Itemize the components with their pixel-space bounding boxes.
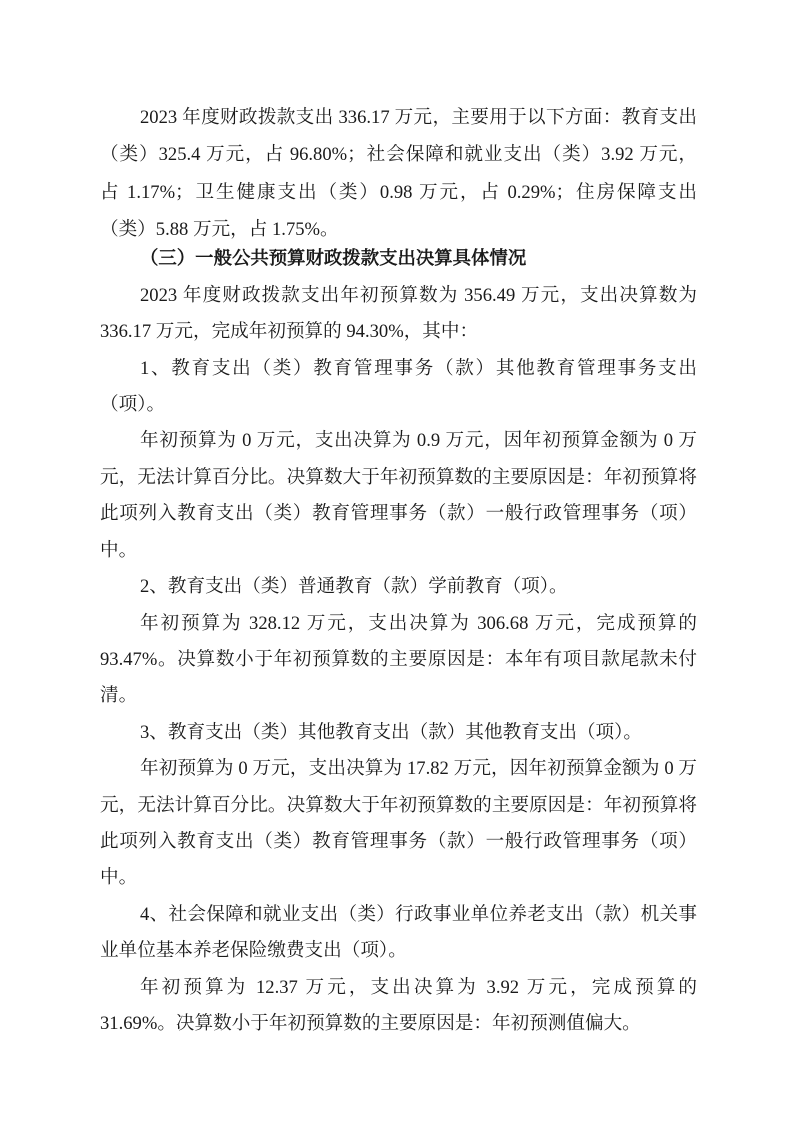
paragraph-line: 元，无法计算百分比。决算数大于年初预算数的主要原因是：年初预算将 — [100, 794, 697, 816]
paragraph-line: 1、教育支出（类）教育管理事务（款）其他教育管理事务支出 — [140, 357, 697, 379]
paragraph-line: 元，无法计算百分比。决算数大于年初预算数的主要原因是：年初预算将 — [100, 466, 697, 488]
paragraph-line: 此项列入教育支出（类）教育管理事务（款）一般行政管理事务（项） — [100, 503, 697, 525]
paragraph-line: （类）5.88 万元，占 1.75%。 — [100, 218, 339, 240]
paragraph-item-1-detail — [100, 423, 697, 569]
paragraph-item-1-title — [100, 351, 697, 424]
paragraph-item-3-title — [100, 715, 697, 751]
paragraph-line: （项）。 — [100, 394, 166, 416]
paragraph-line: 清。 — [100, 685, 138, 707]
paragraph-line: 31.69%。决算数小于年初预算数的主要原因是：年初预测值偏大。 — [100, 1012, 641, 1034]
document-body — [100, 99, 697, 1042]
paragraph-item-2-detail — [100, 606, 697, 715]
paragraph-line: 2、教育支出（类）普通教育（款）学前教育（项）。 — [140, 576, 568, 598]
paragraph-item-4-detail — [100, 970, 697, 1043]
paragraph-line: 3、教育支出（类）其他教育支出（款）其他教育支出（项）。 — [140, 721, 643, 743]
paragraph-item-4-title — [100, 897, 697, 970]
paragraph-line: （类）325.4 万元，占 96.80%；社会保障和就业支出（类）3.92 万元， — [100, 144, 697, 166]
paragraph-line: 4、社会保障和就业支出（类）行政事业单位养老支出（款）机关事 — [140, 903, 697, 925]
paragraph-line: 业单位基本养老保险缴费支出（项）。 — [100, 940, 407, 962]
paragraph-item-3-detail — [100, 751, 697, 897]
paragraph-line: 2023 年度财政拨款支出年初预算数为 356.49 万元，支出决算数为 — [140, 284, 697, 306]
paragraph-line: 年初预算为 328.12 万元，支出决算为 306.68 万元，完成预算的 — [140, 612, 697, 634]
paragraph-item-2-title — [100, 569, 697, 605]
paragraph-line: 93.47%。决算数小于年初预算数的主要原因是：本年有项目款尾款未付 — [100, 648, 697, 670]
paragraph-line: 年初预算为 12.37 万元，支出决算为 3.92 万元，完成预算的 — [140, 976, 697, 998]
paragraph-line: 中。 — [100, 867, 138, 889]
paragraph-appropriation-summary — [100, 99, 697, 248]
paragraph-line: 中。 — [100, 539, 138, 561]
paragraph-line: 336.17 万元，完成年初预算的 94.30%，其中： — [100, 321, 479, 343]
paragraph-line: 占 1.17%；卫生健康支出（类）0.98 万元，占 0.29%；住房保障支出 — [100, 181, 697, 203]
paragraph-budget-overview — [100, 278, 697, 351]
paragraph-line: 此项列入教育支出（类）教育管理事务（款）一般行政管理事务（项） — [100, 830, 697, 852]
paragraph-line: 年初预算为 0 万元，支出决算为 17.82 万元，因年初预算金额为 0 万 — [140, 758, 697, 780]
paragraph-line: 2023 年度财政拨款支出 336.17 万元，主要用于以下方面：教育支出 — [140, 107, 697, 128]
section-heading: （三）一般公共预算财政拨款支出决算具体情况 — [140, 248, 527, 270]
paragraph-line: 年初预算为 0 万元，支出决算为 0.9 万元，因年初预算金额为 0 万 — [140, 430, 697, 452]
